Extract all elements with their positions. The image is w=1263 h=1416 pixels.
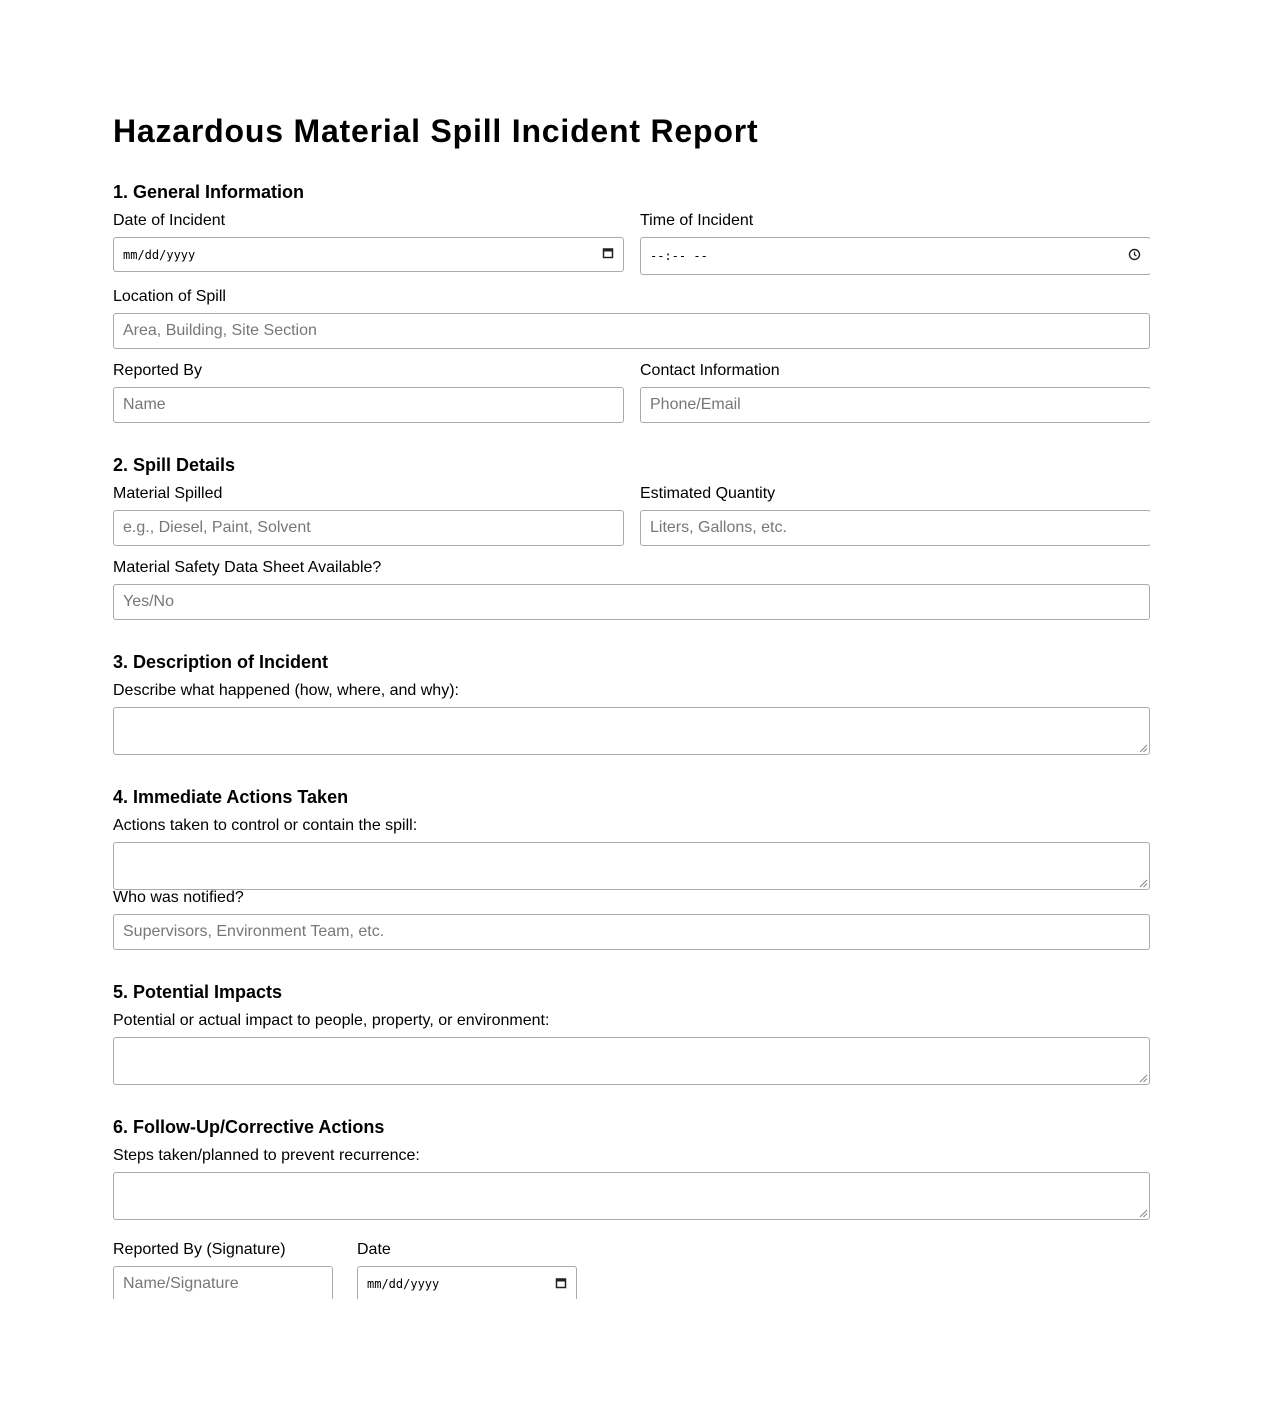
description-textarea[interactable] <box>113 707 1150 755</box>
signature-date-label: Date <box>357 1241 391 1258</box>
time-of-incident-input[interactable] <box>640 237 1150 275</box>
material-input[interactable] <box>113 510 624 546</box>
calendar-icon[interactable] <box>555 1277 567 1292</box>
time-of-incident-label: Time of Incident <box>640 212 754 229</box>
resize-grip-icon[interactable] <box>1139 744 1148 753</box>
msds-label: Material Safety Data Sheet Available? <box>113 559 382 576</box>
impacts-textarea[interactable] <box>113 1037 1150 1085</box>
reported-by-label: Reported By <box>113 362 202 379</box>
notified-label: Who was notified? <box>113 889 244 906</box>
signature-date-input[interactable] <box>357 1266 577 1299</box>
actions-prompt: Actions taken to control or contain the spill: <box>113 817 418 834</box>
section-heading-followup: 6. Follow-Up/Corrective Actions <box>113 1117 385 1137</box>
date-of-incident-label: Date of Incident <box>113 212 226 229</box>
resize-grip-icon[interactable] <box>1139 1209 1148 1218</box>
section-heading-impacts: 5. Potential Impacts <box>113 982 283 1002</box>
page-title: Hazardous Material Spill Incident Report <box>113 113 759 149</box>
signature-input[interactable] <box>113 1266 333 1299</box>
location-input[interactable] <box>113 313 1150 349</box>
actions-textarea[interactable] <box>113 842 1150 890</box>
reported-by-input[interactable] <box>113 387 624 423</box>
notified-input[interactable] <box>113 914 1150 950</box>
signature-label: Reported By (Signature) <box>113 1241 286 1258</box>
contact-label: Contact Information <box>640 362 780 379</box>
calendar-icon[interactable] <box>602 247 614 262</box>
date-value: mm/dd/yyyy <box>123 247 196 262</box>
section-heading-spill-details: 2. Spill Details <box>113 455 236 475</box>
impacts-prompt: Potential or actual impact to people, property, or environment: <box>113 1012 550 1029</box>
time-value: --:-- -- <box>650 249 708 263</box>
msds-input[interactable] <box>113 584 1150 620</box>
section-heading-general: 1. General Information <box>113 182 305 202</box>
contact-input[interactable] <box>640 387 1150 423</box>
followup-prompt: Steps taken/planned to prevent recurrence: <box>113 1147 420 1164</box>
incident-report-form <box>113 100 1150 1299</box>
date-value: mm/dd/yyyy <box>367 1277 440 1291</box>
date-of-incident-input[interactable] <box>113 237 624 272</box>
section-heading-actions: 4. Immediate Actions Taken <box>113 787 349 807</box>
quantity-label: Estimated Quantity <box>640 485 776 502</box>
quantity-input[interactable] <box>640 510 1150 546</box>
material-label: Material Spilled <box>113 485 223 502</box>
resize-grip-icon[interactable] <box>1139 879 1148 888</box>
resize-grip-icon[interactable] <box>1139 1074 1148 1083</box>
section-heading-description: 3. Description of Incident <box>113 652 329 672</box>
clock-icon[interactable] <box>1128 248 1141 264</box>
location-label: Location of Spill <box>113 288 226 305</box>
description-prompt: Describe what happened (how, where, and why): <box>113 682 459 699</box>
followup-textarea[interactable] <box>113 1172 1150 1220</box>
